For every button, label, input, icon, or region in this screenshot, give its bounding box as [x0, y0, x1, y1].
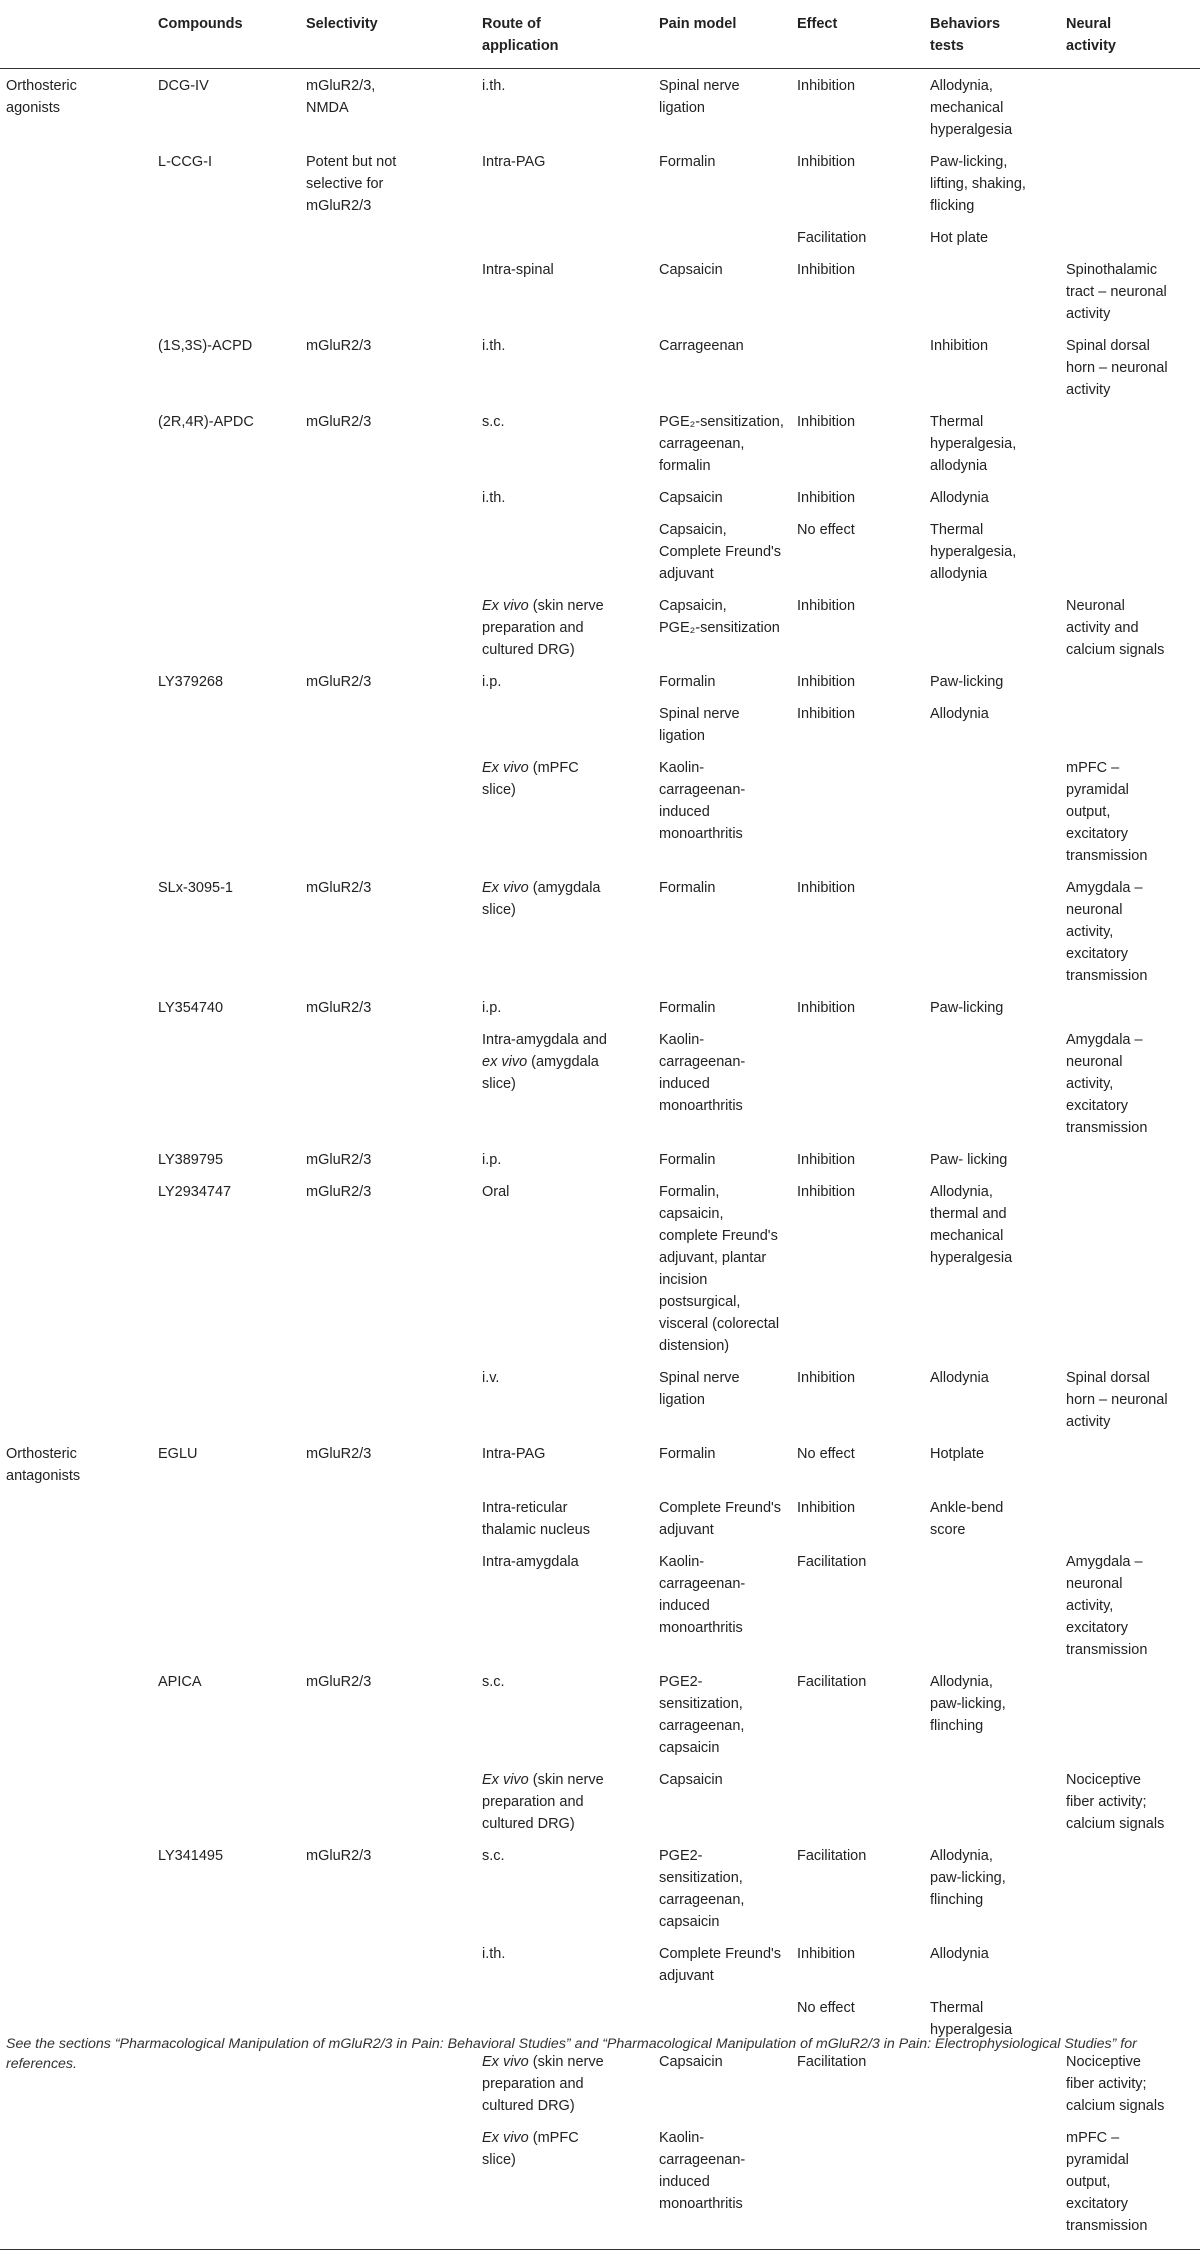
column-header-pain-model: Pain model: [659, 16, 737, 32]
cell-behavior-test: Thermal hyperalgesia, allodynia: [930, 413, 1017, 474]
cell-compound: [152, 1545, 300, 1665]
table-row: [0, 1143, 1200, 1175]
column-header-behavior-test: Behaviors tests: [930, 16, 1001, 54]
cell-behavior-test: [924, 1545, 1060, 1665]
cell-effect: Inhibition: [797, 1369, 856, 1386]
table-header: [0, 0, 1200, 68]
cell-effect: Inhibition: [797, 1151, 856, 1168]
cell-group: [0, 665, 152, 697]
cell-neural-activity: [1060, 1437, 1200, 1491]
cell-route: i.th.: [482, 337, 506, 354]
cell-route: i.p.: [482, 999, 502, 1016]
table-body: [0, 68, 1200, 2249]
cell-route: i.v.: [482, 1369, 500, 1386]
cell-route: Intra-PAG: [482, 1445, 546, 1462]
cell-pain-model: Capsaicin: [659, 261, 723, 278]
cell-route: Ex vivo (mPFC slice): [482, 759, 579, 798]
cell-pain-model: Kaolin- carrageenan- induced monoarthritis: [659, 1553, 746, 1636]
cell-pain-model: Kaolin- carrageenan- induced monoarthritis: [659, 2129, 746, 2212]
cell-compound: [152, 481, 300, 513]
cell-effect: Inhibition: [797, 1499, 856, 1516]
cell-route: Intra-amygdala: [482, 1553, 579, 1570]
cell-effect: Facilitation: [797, 2053, 867, 2070]
cell-behavior-test: Allodynia, thermal and mechanical hyperalgesia: [930, 1183, 1013, 1266]
cell-compound: LY389795: [158, 1151, 224, 1168]
cell-selectivity: [300, 1545, 476, 1665]
cell-pain-model: Complete Freund's adjuvant: [659, 1945, 782, 1984]
cell-pain-model: Capsaicin: [659, 489, 723, 506]
cell-selectivity: [300, 253, 476, 329]
cell-pain-model: Formalin: [659, 673, 716, 690]
cell-pain-model: PGE2-sensitization, carrageenan, capsaicin: [659, 1847, 745, 1930]
cell-route: Intra-amygdala and ex vivo (amygdala slice): [482, 1031, 607, 1092]
cell-group: Orthosteric antagonists: [6, 1445, 81, 1484]
table-row: [0, 2121, 1200, 2250]
cell-selectivity: mGluR2/3: [306, 999, 372, 1016]
cell-selectivity: [300, 2121, 476, 2250]
cell-behavior-test: [924, 2121, 1060, 2250]
cell-effect: No effect: [797, 521, 855, 538]
cell-group: [0, 1023, 152, 1143]
cell-effect: Inhibition: [797, 261, 856, 278]
cell-route: Ex vivo (mPFC slice): [482, 2129, 579, 2168]
cell-neural-activity: [1060, 697, 1200, 751]
cell-effect: Inhibition: [797, 879, 856, 896]
cell-neural-activity: [1060, 1937, 1200, 1991]
cell-behavior-test: Thermal hyperalgesia, allodynia: [930, 521, 1017, 582]
cell-group: [0, 481, 152, 513]
cell-selectivity: mGluR2/3, NMDA: [306, 77, 376, 116]
cell-route: i.p.: [482, 673, 502, 690]
cell-behavior-test: [924, 1763, 1060, 1839]
cell-effect: Facilitation: [797, 229, 867, 246]
cell-group: [0, 1143, 152, 1175]
cell-selectivity: [300, 697, 476, 751]
cell-compound: [152, 253, 300, 329]
cell-pain-model: Carrageenan: [659, 337, 744, 354]
cell-compound: [152, 1937, 300, 1991]
cell-neural-activity: [1060, 405, 1200, 481]
cell-selectivity: mGluR2/3: [306, 879, 372, 896]
cell-group: [0, 589, 152, 665]
cell-behavior-test: [924, 253, 1060, 329]
table-row: [0, 1545, 1200, 1665]
cell-route: [476, 221, 653, 253]
cell-route: Ex vivo (skin nerve preparation and cultured DRG): [482, 597, 604, 658]
cell-neural-activity: Amygdala – neuronal activity, excitatory transmission: [1066, 879, 1148, 984]
cell-compound: (1S,3S)-ACPD: [158, 337, 253, 354]
cell-neural-activity: Spinal dorsal horn – neuronal activity: [1066, 1369, 1168, 1430]
cell-compound: [152, 1763, 300, 1839]
cell-route: Intra-reticular thalamic nucleus: [482, 1499, 590, 1538]
cell-neural-activity: [1060, 68, 1200, 145]
cell-compound: LY2934747: [158, 1183, 232, 1200]
cell-behavior-test: [924, 589, 1060, 665]
cell-behavior-test: Hot plate: [930, 229, 989, 246]
cell-neural-activity: mPFC – pyramidal output, excitatory transmission: [1066, 759, 1148, 864]
cell-compound: [152, 2121, 300, 2250]
cell-selectivity: mGluR2/3: [306, 1847, 372, 1864]
cell-neural-activity: [1060, 481, 1200, 513]
cell-group: [0, 2121, 152, 2250]
cell-behavior-test: Allodynia, paw-licking, flinching: [930, 1673, 1006, 1734]
cell-effect: [791, 751, 924, 871]
table-row: [0, 1437, 1200, 1491]
cell-neural-activity: Amygdala – neuronal activity, excitatory transmission: [1066, 1553, 1148, 1658]
cell-neural-activity: [1060, 221, 1200, 253]
table-row: [0, 481, 1200, 513]
cell-neural-activity: mPFC – pyramidal output, excitatory transmission: [1066, 2129, 1148, 2234]
cell-pain-model: Spinal nerve ligation: [659, 1369, 740, 1408]
cell-route: s.c.: [482, 1847, 505, 1864]
cell-pain-model: Spinal nerve ligation: [659, 705, 740, 744]
cell-group: [0, 1491, 152, 1545]
cell-route: i.th.: [482, 1945, 506, 1962]
table-row: [0, 1839, 1200, 1937]
table-row: [0, 145, 1200, 221]
cell-route: s.c.: [482, 1673, 505, 1690]
cell-neural-activity: [1060, 665, 1200, 697]
cell-effect: Inhibition: [797, 153, 856, 170]
cell-compound: LY379268: [158, 673, 224, 690]
cell-group: [0, 253, 152, 329]
cell-pain-model: PGE₂-sensitization, carrageenan, formalin: [659, 413, 784, 474]
cell-effect: Inhibition: [797, 77, 856, 94]
cell-effect: Facilitation: [797, 1847, 867, 1864]
cell-pain-model: Capsaicin, PGE₂-sensitization: [659, 597, 780, 636]
cell-pain-model: Complete Freund's adjuvant: [659, 1499, 782, 1538]
cell-effect: No effect: [797, 1999, 855, 2016]
cell-selectivity: [300, 1361, 476, 1437]
cell-effect: Inhibition: [797, 1183, 856, 1200]
cell-compound: L-CCG-I: [158, 153, 212, 170]
table-row: [0, 871, 1200, 991]
cell-effect: Facilitation: [797, 1673, 867, 1690]
cell-compound: [152, 697, 300, 751]
cell-effect: [791, 1023, 924, 1143]
table-row: [0, 751, 1200, 871]
cell-route: Ex vivo (skin nerve preparation and cultured DRG): [482, 2053, 604, 2114]
cell-compound: [152, 751, 300, 871]
cell-selectivity: mGluR2/3: [306, 1445, 372, 1462]
cell-selectivity: [300, 1491, 476, 1545]
cell-pain-model: Formalin: [659, 1445, 716, 1462]
cell-effect: Inhibition: [797, 673, 856, 690]
cell-route: Intra-PAG: [482, 153, 546, 170]
cell-pain-model: Kaolin- carrageenan- induced monoarthritis: [659, 1031, 746, 1114]
cell-selectivity: mGluR2/3: [306, 1673, 372, 1690]
table-row: [0, 1937, 1200, 1991]
table-row: [0, 1361, 1200, 1437]
cell-pain-model: Capsaicin: [659, 2053, 723, 2070]
column-header-selectivity: Selectivity: [306, 16, 378, 32]
cell-group: [0, 1839, 152, 1937]
cell-behavior-test: Paw- licking: [930, 1151, 1008, 1168]
table-row: [0, 253, 1200, 329]
cell-neural-activity: [1060, 1175, 1200, 1361]
cell-effect: Inhibition: [797, 413, 856, 430]
column-header-neural-activity: Neural activity: [1066, 16, 1116, 54]
cell-group: Orthosteric agonists: [6, 77, 77, 116]
table-row: [0, 329, 1200, 405]
cell-group: [0, 1545, 152, 1665]
table-row: [0, 697, 1200, 751]
cell-effect: No effect: [797, 1445, 855, 1462]
cell-effect: Facilitation: [797, 1553, 867, 1570]
table-row: [0, 513, 1200, 589]
cell-behavior-test: Thermal hyperalgesia: [930, 1999, 1013, 2038]
cell-pain-model: Formalin: [659, 879, 716, 896]
table-row: [0, 405, 1200, 481]
cell-neural-activity: [1060, 991, 1200, 1023]
cell-route: Ex vivo (amygdala slice): [482, 879, 601, 918]
cell-selectivity: [300, 221, 476, 253]
cell-route: s.c.: [482, 413, 505, 430]
cell-neural-activity: Amygdala – neuronal activity, excitatory transmission: [1066, 1031, 1148, 1136]
cell-compound: LY354740: [158, 999, 224, 1016]
cell-effect: Inhibition: [797, 1945, 856, 1962]
cell-group: [0, 991, 152, 1023]
cell-route: i.th.: [482, 77, 506, 94]
cell-pain-model: Formalin: [659, 999, 716, 1016]
cell-group: [0, 1763, 152, 1839]
cell-route: Intra-spinal: [482, 261, 554, 278]
cell-group: [0, 1937, 152, 1991]
cell-effect: Inhibition: [797, 489, 856, 506]
cell-behavior-test: Hotplate: [930, 1445, 985, 1462]
cell-behavior-test: Allodynia: [930, 1945, 989, 1962]
table-footnote: See the sections “Pharmacological Manipulation of mGluR2/3 in Pain: Behavioral Studies” and “Pharmacological Manipulation of mGluR2/3 in Pain: Electrophysiological Studies” for references.: [6, 2036, 1137, 2072]
cell-selectivity: [300, 481, 476, 513]
cell-behavior-test: Allodynia: [930, 705, 989, 722]
cell-group: [0, 405, 152, 481]
cell-behavior-test: [924, 871, 1060, 991]
cell-selectivity: [300, 1023, 476, 1143]
cell-compound: [152, 1491, 300, 1545]
cell-selectivity: [300, 1937, 476, 1991]
table-row: [0, 68, 1200, 145]
cell-selectivity: mGluR2/3: [306, 1183, 372, 1200]
cell-neural-activity: [1060, 1665, 1200, 1763]
cell-compound: LY341495: [158, 1847, 224, 1864]
cell-selectivity: [300, 589, 476, 665]
cell-route: Ex vivo (skin nerve preparation and cultured DRG): [482, 1771, 604, 1832]
cell-pain-model: Capsaicin, Complete Freund's adjuvant: [659, 521, 782, 582]
table-row: [0, 1665, 1200, 1763]
header-row: [0, 0, 1200, 68]
cell-group: [0, 871, 152, 991]
cell-compound: [152, 1023, 300, 1143]
table-row: [0, 991, 1200, 1023]
cell-compound: [152, 1361, 300, 1437]
cell-group: [0, 1361, 152, 1437]
cell-neural-activity: Neuronal activity and calcium signals: [1066, 597, 1165, 658]
column-header-group: [0, 0, 152, 68]
cell-pain-model: Formalin: [659, 1151, 716, 1168]
cell-route: Oral: [482, 1183, 510, 1200]
cell-group: [0, 513, 152, 589]
cell-selectivity: mGluR2/3: [306, 413, 372, 430]
cell-effect: Inhibition: [797, 597, 856, 614]
cell-behavior-test: Paw-licking: [930, 673, 1004, 690]
cell-route: [476, 513, 653, 589]
cell-neural-activity: Nociceptive fiber activity; calcium signals: [1066, 1771, 1165, 1832]
cell-pain-model: Formalin: [659, 153, 716, 170]
cell-pain-model: PGE2-sensitization, carrageenan, capsaicin: [659, 1673, 745, 1756]
cell-selectivity: mGluR2/3: [306, 337, 372, 354]
cell-compound: EGLU: [158, 1445, 198, 1462]
cell-route: [476, 697, 653, 751]
column-header-compound: Compounds: [158, 16, 243, 32]
table-row: [0, 1491, 1200, 1545]
cell-behavior-test: Allodynia, mechanical hyperalgesia: [930, 77, 1013, 138]
cell-neural-activity: Spinal dorsal horn – neuronal activity: [1066, 337, 1168, 398]
cell-group: [0, 1175, 152, 1361]
table-row: [0, 665, 1200, 697]
cell-effect: Inhibition: [797, 999, 856, 1016]
cell-group: [0, 751, 152, 871]
cell-group: [0, 221, 152, 253]
cell-behavior-test: Inhibition: [930, 337, 989, 354]
cell-route: i.th.: [482, 489, 506, 506]
cell-group: [0, 1665, 152, 1763]
cell-selectivity: mGluR2/3: [306, 673, 372, 690]
cell-route: i.p.: [482, 1151, 502, 1168]
cell-neural-activity: Nociceptive fiber activity; calcium signals: [1066, 2053, 1165, 2114]
cell-group: [0, 697, 152, 751]
cell-behavior-test: Allodynia: [930, 1369, 989, 1386]
cell-compound: DCG-IV: [158, 77, 209, 94]
cell-effect: [791, 2121, 924, 2250]
cell-group: [0, 145, 152, 221]
cell-pain-model: [653, 221, 791, 253]
cell-neural-activity: [1060, 1839, 1200, 1937]
table-row: [0, 1023, 1200, 1143]
cell-effect: [791, 329, 924, 405]
table-row: [0, 1175, 1200, 1361]
cell-selectivity: Potent but not selective for mGluR2/3: [306, 153, 397, 214]
cell-effect: [791, 1763, 924, 1839]
cell-compound: [152, 589, 300, 665]
cell-behavior-test: Allodynia: [930, 489, 989, 506]
cell-neural-activity: [1060, 513, 1200, 589]
column-header-effect: Effect: [797, 16, 838, 32]
cell-pain-model: Formalin, capsaicin, complete Freund's adjuvant, plantar incision postsurgical, visceral (colorectal distension): [659, 1183, 780, 1354]
cell-compound: SLx-3095-1: [158, 879, 233, 896]
cell-selectivity: [300, 513, 476, 589]
cell-behavior-test: Ankle-bend score: [930, 1499, 1004, 1538]
table-row: [0, 1763, 1200, 1839]
cell-behavior-test: Allodynia, paw-licking, flinching: [930, 1847, 1006, 1908]
cell-neural-activity: Spinothalamic tract – neuronal activity: [1066, 261, 1167, 322]
cell-compound: [152, 221, 300, 253]
cell-neural-activity: [1060, 145, 1200, 221]
cell-pain-model: Kaolin- carrageenan- induced monoarthritis: [659, 759, 746, 842]
column-header-route: Route of application: [482, 16, 559, 54]
cell-effect: Inhibition: [797, 705, 856, 722]
cell-neural-activity: [1060, 1491, 1200, 1545]
table-row: [0, 221, 1200, 253]
cell-pain-model: Capsaicin: [659, 1771, 723, 1788]
cell-selectivity: [300, 1763, 476, 1839]
cell-compound: [152, 513, 300, 589]
cell-neural-activity: [1060, 1143, 1200, 1175]
cell-behavior-test: [924, 751, 1060, 871]
cell-compound: (2R,4R)-APDC: [158, 413, 254, 430]
cell-behavior-test: Paw-licking, lifting, shaking, flicking: [930, 153, 1026, 214]
cell-behavior-test: [924, 1023, 1060, 1143]
cell-selectivity: mGluR2/3: [306, 1151, 372, 1168]
table-row: [0, 589, 1200, 665]
cell-compound: APICA: [158, 1673, 202, 1690]
cell-pain-model: Spinal nerve ligation: [659, 77, 740, 116]
cell-selectivity: [300, 751, 476, 871]
cell-group: [0, 329, 152, 405]
cell-behavior-test: Paw-licking: [930, 999, 1004, 1016]
